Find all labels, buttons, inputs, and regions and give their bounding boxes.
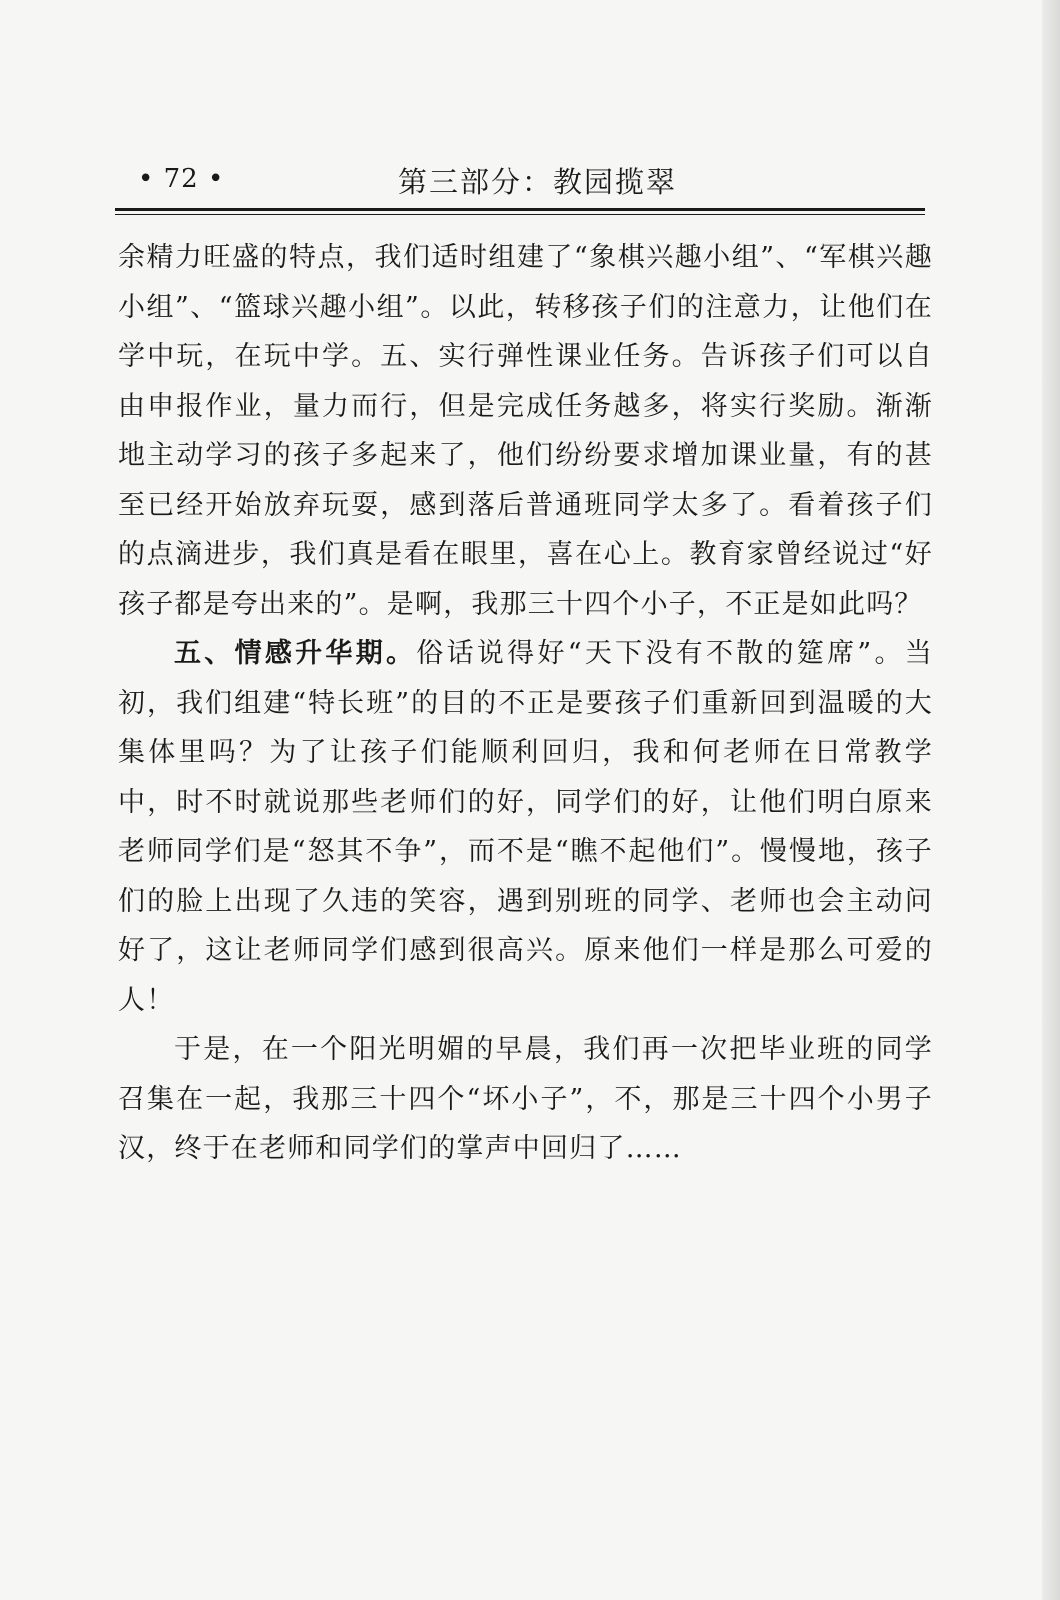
body-text — [118, 233, 933, 1174]
paragraph-conclusion: 于是，在一个阳光明媚的早晨，我们再一次把毕业班的同学召集在一起，我那三十四个“坏小子”，不，那是三十四个小男子汉，终于在老师和同学们的掌声中回归了…… — [118, 1034, 933, 1164]
running-head: 第三部分：教园揽翠 — [398, 165, 678, 199]
section-lead-heading: 五、情感升华期。 — [174, 638, 417, 669]
paragraph-emotion-stage-text: 俗话说得好“天下没有不散的筵席”。当初，我们组建“特长班”的目的不正是要孩子们重新回到温暖的大集体里吗？为了让孩子们能顺利回归，我和何老师在日常教学中，时不时就说那些老师们的好，同学们的好，让他们明白原来老师同学们是“怒其不争”，而不是“瞧不起他们”。慢慢地，孩子们的脸上出现了久违的笑容，遇到别班的同学、老师也会主动问好了，这让老师同学们感到很高兴。原来他们一样是那么可爱的人！ — [118, 638, 933, 1016]
paragraph-continued: 余精力旺盛的特点，我们适时组建了“象棋兴趣小组”、“军棋兴趣小组”、“篮球兴趣小组”。以此，转移孩子们的注意力，让他们在学中玩，在玩中学。五、实行弹性课业任务。告诉孩子们可以自由申报作业，量力而行，但是完成任务越多，将实行奖励。渐渐地主动学习的孩子多起来了，他们纷纷要求增加课业量，有的甚至已经开始放弃玩耍，感到落后普通班同学太多了。看着孩子们的点滴进步，我们真是看在眼里，喜在心上。教育家曾经说过“好孩子都是夸出来的”。是啊，我那三十四个小子，不正是如此吗？ — [118, 242, 933, 620]
paragraph-emotion-stage — [118, 629, 933, 1025]
scan-page-edge — [1042, 0, 1060, 1600]
header-rule-thick — [115, 208, 925, 211]
header-rule-thin — [115, 214, 925, 215]
page-number: • 72 • — [138, 164, 225, 194]
page-header — [118, 160, 924, 204]
